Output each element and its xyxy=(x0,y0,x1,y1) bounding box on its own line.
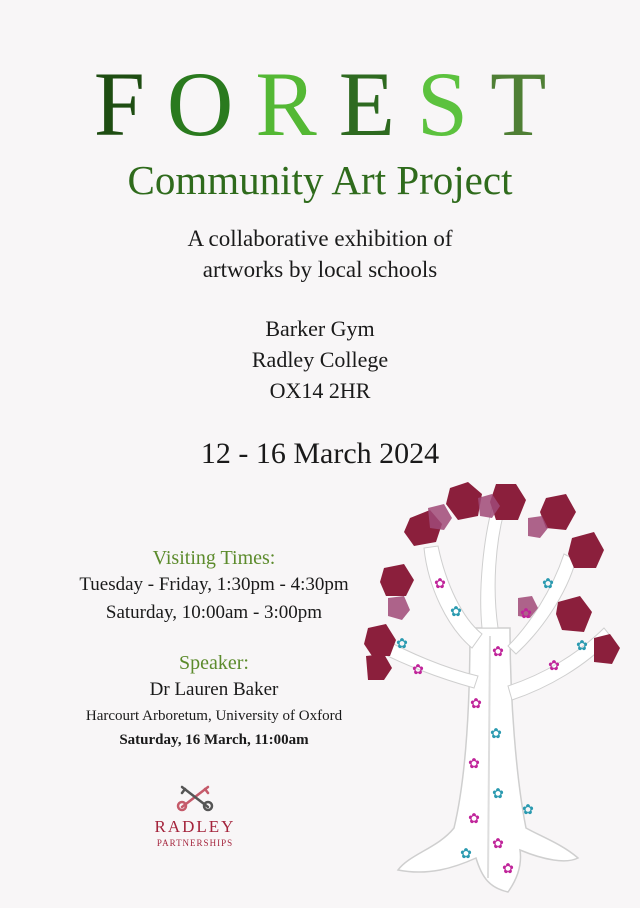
event-dates: 12 - 16 March 2024 xyxy=(200,437,440,470)
svg-text:✿: ✿ xyxy=(502,861,514,877)
title-letter: F xyxy=(93,53,167,155)
paper-tree-artwork xyxy=(358,478,628,898)
svg-text:✿: ✿ xyxy=(412,662,424,678)
crossed-keys-icon xyxy=(175,782,215,812)
title-letter: O xyxy=(166,53,256,155)
logo-name: RADLEY xyxy=(154,817,236,836)
svg-text:✿: ✿ xyxy=(434,576,446,592)
subtitle: Community Art Project xyxy=(127,157,513,203)
visiting-times-label: Visiting Times: xyxy=(152,547,276,569)
speaker-affiliation: Harcourt Arboretum, University of Oxford xyxy=(85,708,343,724)
forest-title xyxy=(0,53,640,155)
speaker-name: Dr Lauren Baker xyxy=(149,679,279,700)
svg-text:✿: ✿ xyxy=(396,636,408,652)
svg-text:✿: ✿ xyxy=(492,836,504,852)
venue-address xyxy=(0,313,640,406)
visiting-times xyxy=(20,545,408,627)
title-letter: T xyxy=(490,53,569,155)
description-line: A collaborative exhibition of xyxy=(187,226,453,251)
svg-text:✿: ✿ xyxy=(548,658,560,674)
speaker-info xyxy=(20,650,408,752)
venue-line: Barker Gym xyxy=(265,316,375,341)
svg-text:✿: ✿ xyxy=(450,604,462,620)
venue-line: OX14 2HR xyxy=(269,378,371,403)
speaker-label: Speaker: xyxy=(179,652,249,674)
svg-text:✿: ✿ xyxy=(520,606,532,622)
svg-text:✿: ✿ xyxy=(490,726,502,742)
description-line: artworks by local schools xyxy=(202,257,438,282)
title-letter: S xyxy=(416,53,491,155)
title-letter: R xyxy=(255,53,339,155)
svg-text:✿: ✿ xyxy=(492,644,504,660)
visiting-line: Saturday, 10:00am - 3:00pm xyxy=(105,602,323,623)
visiting-line: Tuesday - Friday, 1:30pm - 4:30pm xyxy=(79,574,349,595)
svg-text:✿: ✿ xyxy=(460,846,472,862)
radley-partnerships-logo xyxy=(130,782,260,849)
svg-text:✿: ✿ xyxy=(492,786,504,802)
venue-line: Radley College xyxy=(251,347,389,372)
svg-text:✿: ✿ xyxy=(576,638,588,654)
speaker-time: Saturday, 16 March, 11:00am xyxy=(119,732,309,748)
description xyxy=(0,223,640,285)
svg-text:✿: ✿ xyxy=(468,756,480,772)
svg-text:✿: ✿ xyxy=(542,576,554,592)
title-letter: E xyxy=(338,53,417,155)
logo-subtitle: PARTNERSHIPS xyxy=(156,838,234,848)
svg-text:✿: ✿ xyxy=(468,811,480,827)
svg-text:✿: ✿ xyxy=(522,802,534,818)
svg-text:✿: ✿ xyxy=(470,696,482,712)
